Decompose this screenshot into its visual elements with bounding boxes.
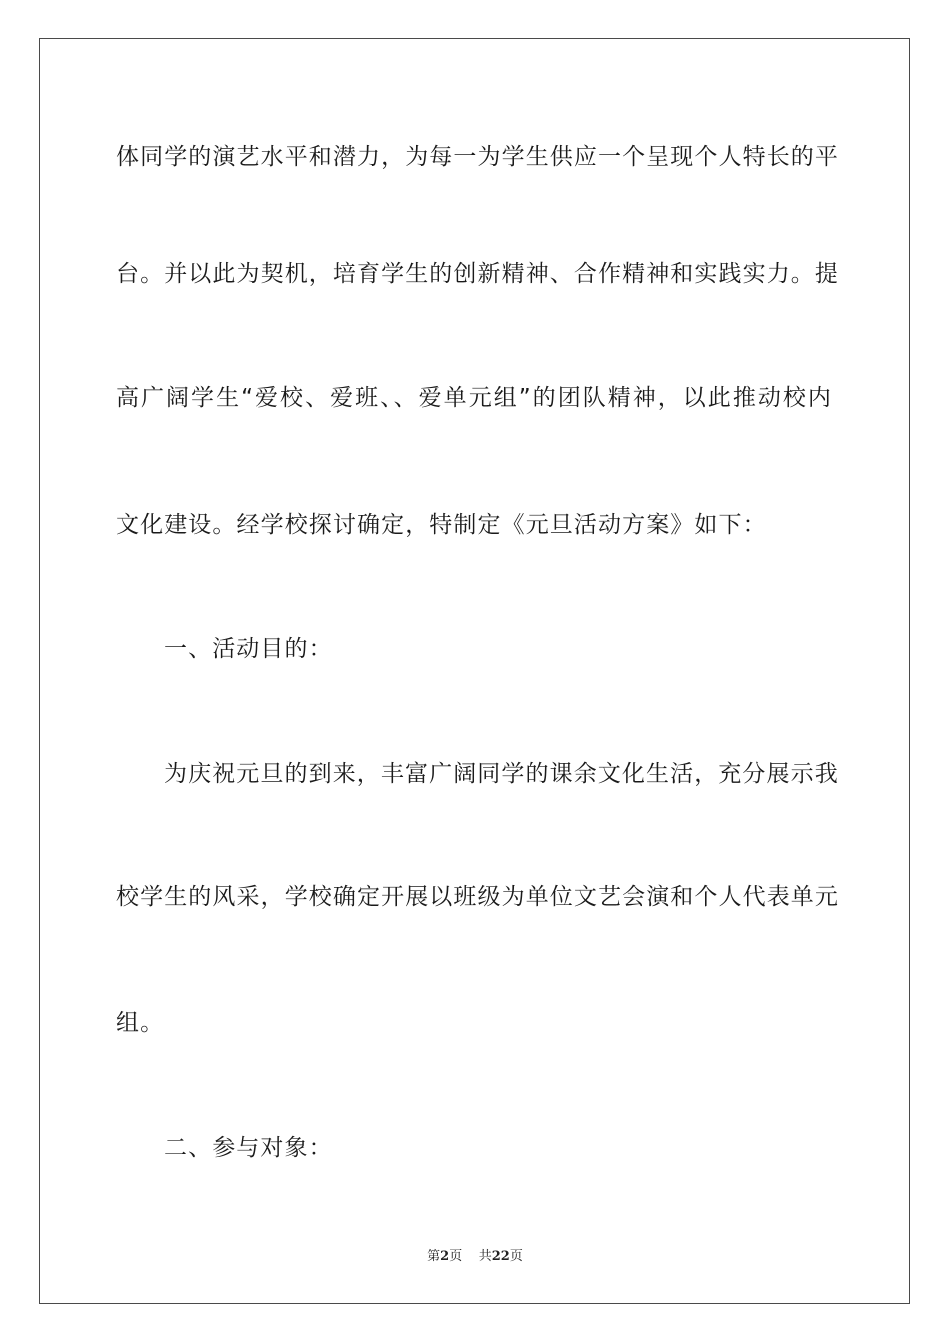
footer-total-pages: 22 xyxy=(491,1249,510,1264)
section-heading: 一、活动目的： xyxy=(164,636,333,662)
footer-total-unit: 页 xyxy=(509,1249,523,1264)
section-heading: 二、参与对象： xyxy=(164,1135,333,1161)
footer-page-unit: 页 xyxy=(449,1249,463,1264)
page-frame xyxy=(39,38,910,1304)
body-text-line: 校学生的风采，学校确定开展以班级为单位文艺会演和个人代表单元 xyxy=(116,884,839,910)
footer-page-label: 第 xyxy=(427,1249,441,1264)
body-text-line: 为庆祝元旦的到来，丰富广阔同学的课余文化生活，充分展示我 xyxy=(164,761,839,787)
footer-total-label: 共 xyxy=(478,1249,492,1264)
body-text-line: 体同学的演艺水平和潜力，为每一为学生供应一个呈现个人特长的平 xyxy=(116,144,839,170)
body-text-line: 文化建设。经学校探讨确定，特制定《元旦活动方案》如下： xyxy=(116,512,767,538)
body-text-line: 组。 xyxy=(116,1010,165,1036)
body-text-line: 台。并以此为契机，培育学生的创新精神、合作精神和实践实力。提 xyxy=(116,261,839,287)
body-text-line: 高广阔学生“爱校、爱班、、爱单元组”的团队精神，以此推动校内 xyxy=(116,385,832,411)
footer-page-number: 2 xyxy=(440,1249,450,1264)
page-footer xyxy=(0,1249,950,1265)
